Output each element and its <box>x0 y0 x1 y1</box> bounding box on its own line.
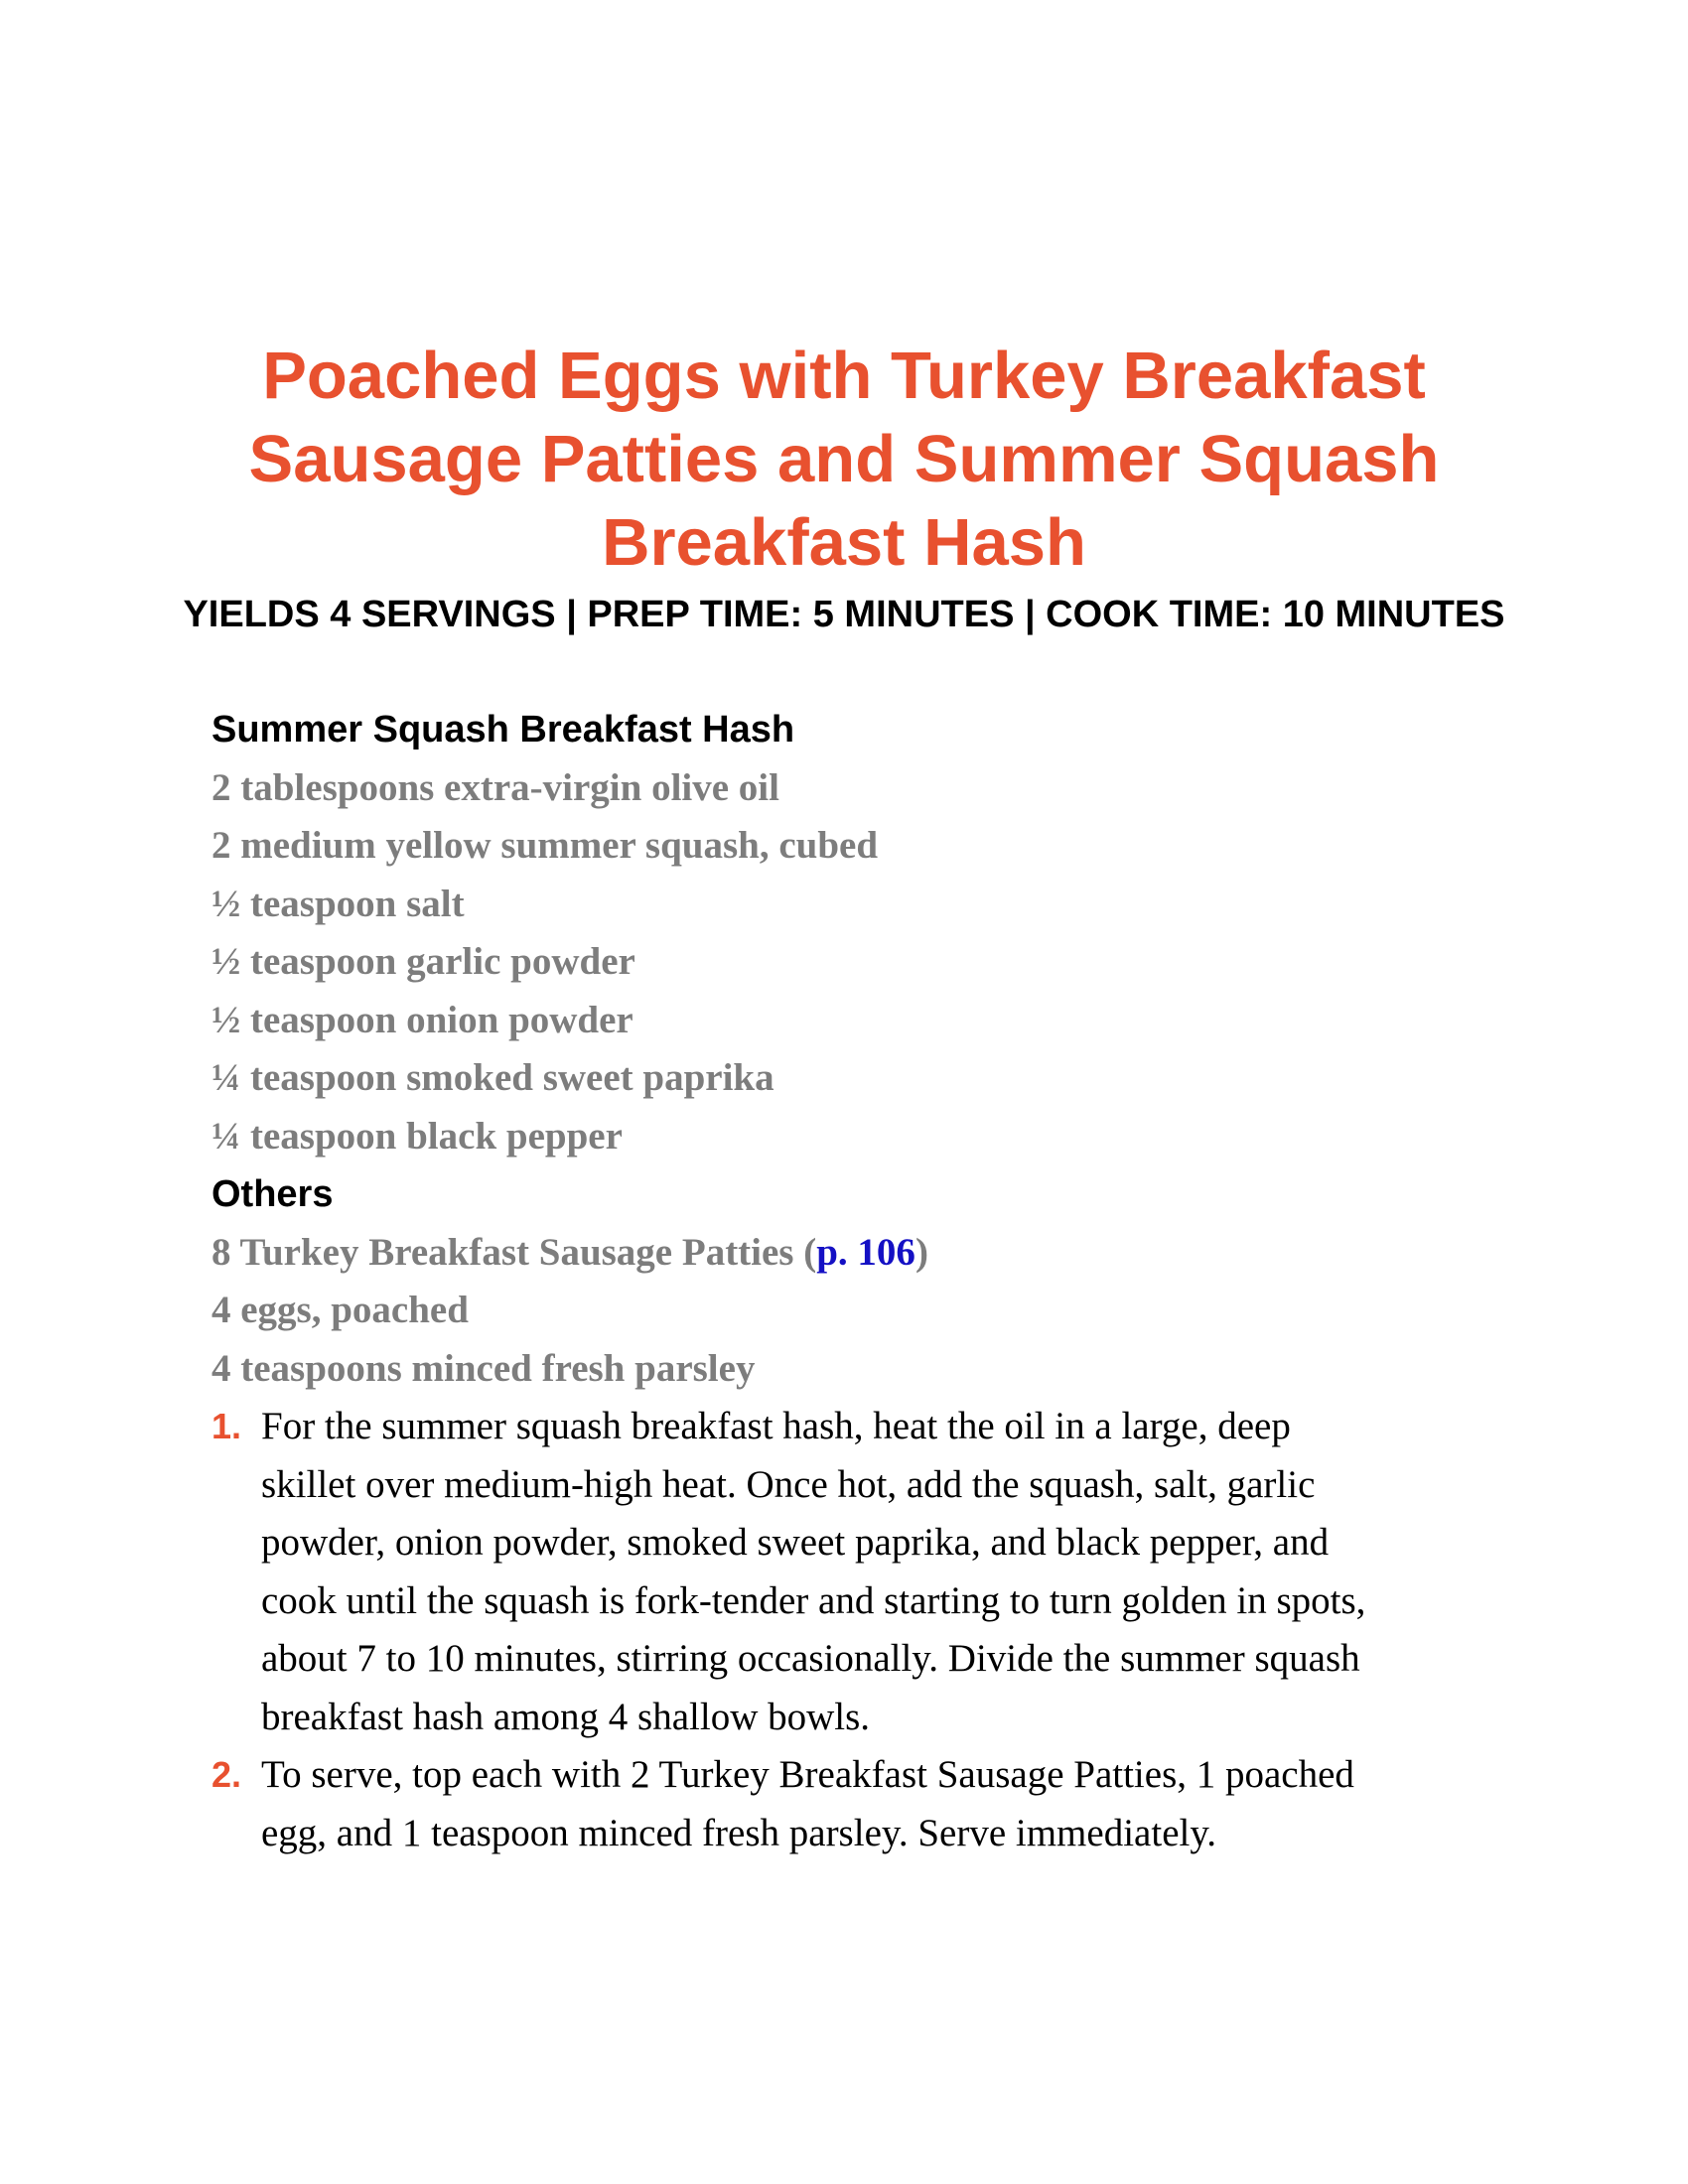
ingredient-item: ½ teaspoon onion powder <box>211 998 633 1041</box>
ingredient-item: 4 eggs, poached <box>211 1289 469 1331</box>
step-number: 1. <box>211 1406 242 1446</box>
ingredient-item: ¼ teaspoon black pepper <box>211 1114 623 1158</box>
recipe-content <box>211 701 1502 1862</box>
step-text: To serve, top each with 2 Turkey Breakfast Sausage Patties, 1 poached egg, and 1 teaspoon minced fresh parsley. Serve immediately. <box>261 1753 1354 1854</box>
ingredient-item: 4 teaspoons minced fresh parsley <box>211 1346 756 1390</box>
instruction-step <box>211 1746 1393 1862</box>
section-heading-hash: Summer Squash Breakfast Hash <box>211 709 795 751</box>
instruction-step <box>211 1398 1393 1746</box>
instructions-list <box>211 1398 1502 1862</box>
patties-close: ) <box>914 1230 928 1274</box>
section-heading-others: Others <box>211 1173 334 1215</box>
ingredient-item: ¼ teaspoon smoked sweet paprika <box>211 1056 774 1099</box>
ingredient-item: ½ teaspoon salt <box>211 882 465 925</box>
recipe-meta: YIELDS 4 SERVINGS | PREP TIME: 5 MINUTES | COOK TIME: 10 MINUTES <box>183 594 1505 635</box>
ingredient-item: 2 medium yellow summer squash, cubed <box>211 824 879 867</box>
step-text: For the summer squash breakfast hash, heat the oil in a large, deep skillet over medium-high heat. Once hot, add the squash, salt, garlic powder, onion powder, smoked sweet paprika, and black pepper, and cook until the squash is fork-tender and starting to turn golden in spots, about 7 to 10 minutes, stirring occasionally. Divide the summer squash breakfast hash among 4 shallow bowls. <box>261 1405 1366 1738</box>
ingredient-list-others <box>211 1224 1502 1399</box>
patties-text: 8 Turkey Breakfast Sausage Patties ( <box>211 1230 817 1274</box>
page-reference-link[interactable]: p. 106 <box>816 1230 915 1274</box>
ingredient-item: ½ teaspoon garlic powder <box>211 940 635 983</box>
ingredient-item-patties <box>211 1224 1502 1283</box>
step-number: 2. <box>211 1754 242 1795</box>
ingredient-list-hash <box>211 759 1502 1166</box>
recipe-title: Poached Eggs with Turkey Breakfast Sausage Patties and Summer Squash Breakfast Hash <box>248 339 1440 580</box>
ingredient-item: 2 tablespoons extra-virgin olive oil <box>211 765 779 809</box>
